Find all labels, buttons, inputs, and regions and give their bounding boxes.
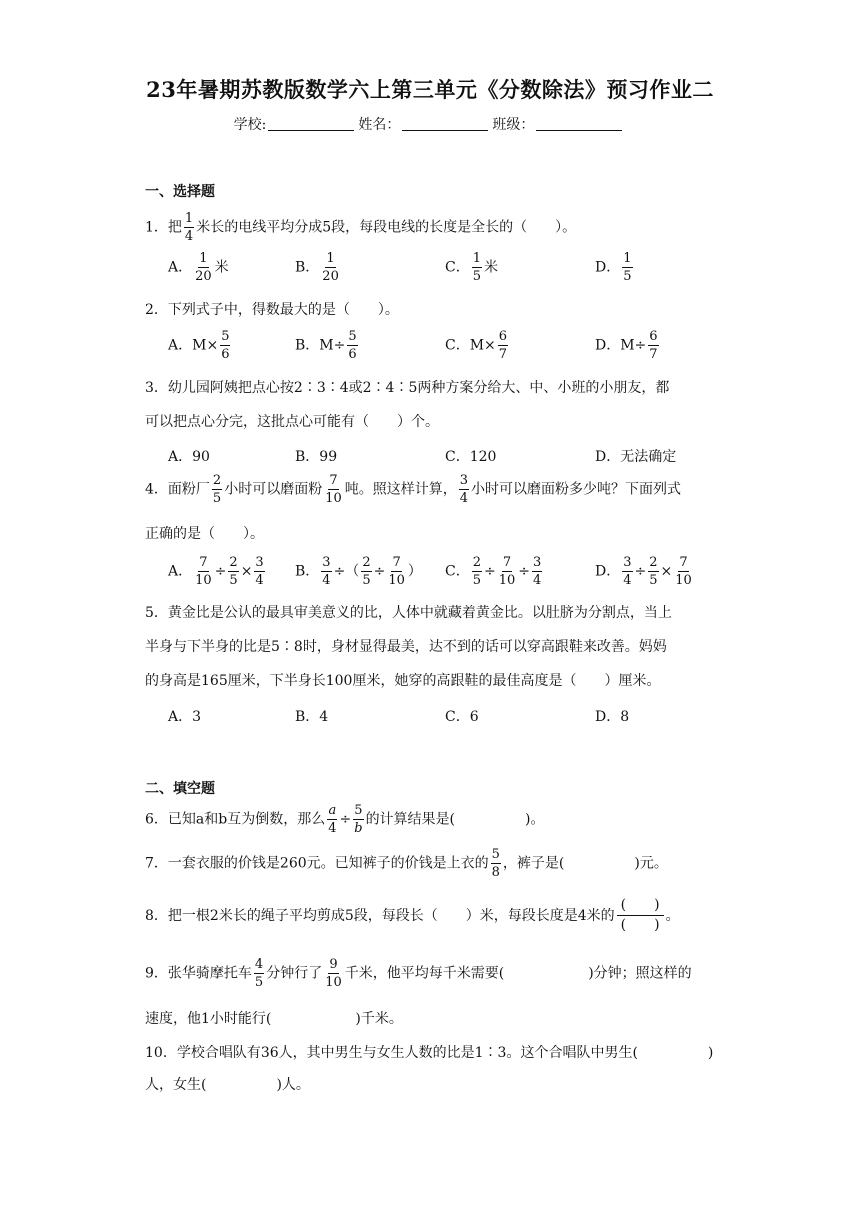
page-title: 23年暑期苏教版数学六上第三单元《分数除法》预习作业二 <box>146 77 714 102</box>
student-info <box>0 114 860 134</box>
q3-option-d[interactable]: D．无法确定 <box>595 449 677 465</box>
question-5-line-3: 的身高是165厘米，下半身长100厘米，她穿的高跟鞋的最佳高度是（ ）厘米。 <box>145 673 661 689</box>
question-5-line-2: 半身与下半身的比是5∶8时，身材显得最美，达不到的话可以穿高跟鞋来改善。妈妈 <box>145 639 667 655</box>
fraction: $\frac{5}{b}$ <box>354 803 363 836</box>
class-blank[interactable] <box>536 116 622 131</box>
fraction: $\frac{4}{5}$ <box>254 957 264 990</box>
section-heading-choice: 一、选择题 <box>145 184 215 200</box>
q4-option-a[interactable]: A． $\frac{7}{10}$ ÷ $\frac{2}{5}$ × $\frac{3}{4}$ <box>168 555 264 588</box>
q2-option-c[interactable]: C．M× $\frac{6}{7}$ <box>445 329 508 362</box>
class-label: 班级： <box>492 117 535 133</box>
fraction: $\frac{1}{4}$ <box>184 211 194 244</box>
q1-option-b[interactable]: B． $\frac{1}{20}$ <box>295 251 339 284</box>
q4-option-b[interactable]: B． $\frac{3}{4}$ ÷（ $\frac{2}{5}$ ÷ $\frac{7}{10}$ ） <box>295 555 422 588</box>
question-9-line-1: 9．张华骑摩托车 $\frac{4}{5}$ 分钟行了 $\frac{9}{10}$ 千米，他平均每千米需要( )分钟；照这样的 <box>145 957 692 990</box>
q1-option-a[interactable]: A． $\frac{1}{20}$ 米 <box>168 251 229 284</box>
q3-option-c[interactable]: C．120 <box>445 449 497 465</box>
question-10-line-2: 人，女生( )人。 <box>145 1077 310 1093</box>
question-4-line-2: 正确的是（ ）。 <box>145 526 264 542</box>
q5-option-c[interactable]: C．6 <box>445 709 479 725</box>
question-4-line-1: 4．面粉厂 $\frac{2}{5}$ 小时可以磨面粉 $\frac{7}{10}$ 吨。照这样计算， $\frac{3}{4}$ 小时可以磨面粉多少吨？下面列式 <box>145 473 682 506</box>
question-1 <box>145 212 576 243</box>
q1-text-pre: 1．把 <box>145 219 182 236</box>
fraction: $\frac{a}{4}$ <box>328 803 337 836</box>
q2-option-d[interactable]: D．M÷ $\frac{6}{7}$ <box>595 329 658 362</box>
q2-option-a[interactable]: A．M× $\frac{5}{6}$ <box>168 329 230 362</box>
fraction: $\frac{3}{4}$ <box>459 473 469 506</box>
name-label: 姓名： <box>358 117 401 133</box>
school-label: 学校: <box>233 117 267 133</box>
question-2: 2．下列式子中，得数最大的是（ ）。 <box>145 302 399 318</box>
question-10-line-1: 10．学校合唱队有36人，其中男生与女生人数的比是1∶3。这个合唱队中男生( ) <box>145 1045 714 1061</box>
fraction: $\frac{2}{5}$ <box>212 473 222 506</box>
question-8: 8．把一根2米长的绳子平均剪成5段，每段长（ ）米，每段长度是4米的 ( ) ( ) 。 <box>145 897 680 934</box>
question-9-line-2: 速度，他1小时能行( )千米。 <box>145 1011 403 1027</box>
q3-option-b[interactable]: B．99 <box>295 449 338 465</box>
q1-option-d[interactable]: D． $\frac{1}{5}$ <box>595 251 632 284</box>
section-heading-fill: 二、填空题 <box>145 781 215 797</box>
q1-text-post: 米长的电线平均分成5段，每段电线的长度是全长的（ ）。 <box>196 219 577 236</box>
q5-option-b[interactable]: B．4 <box>295 709 329 725</box>
blank-fraction[interactable]: ( ) ( ) <box>617 898 664 934</box>
school-blank[interactable] <box>268 116 354 131</box>
q4-option-c[interactable]: C． $\frac{2}{5}$ ÷ $\frac{7}{10}$ ÷ $\frac{3}{4}$ <box>445 555 542 588</box>
q4-option-d[interactable]: D． $\frac{3}{4}$ ÷ $\frac{2}{5}$ × $\frac{7}{10}$ <box>595 555 692 588</box>
fraction: $\frac{5}{8}$ <box>491 847 500 880</box>
q1-option-c[interactable]: C． $\frac{1}{5}$ 米 <box>445 251 498 284</box>
q5-option-a[interactable]: A．3 <box>168 709 202 725</box>
fraction: $\frac{9}{10}$ <box>325 957 342 990</box>
question-3-line-2: 可以把点心分完，这批点心可能有（ ）个。 <box>145 414 439 430</box>
question-6: 6．已知a和b互为倒数，那么 $\frac{a}{4}$ ÷ $\frac{5}{b}$ 的计算结果是( )。 <box>145 803 545 836</box>
q3-option-a[interactable]: A．90 <box>168 449 210 465</box>
q2-option-b[interactable]: B．M÷ $\frac{5}{6}$ <box>295 329 357 362</box>
q5-option-d[interactable]: D．8 <box>595 709 630 725</box>
question-5-line-1: 5．黄金比是公认的最具审美意义的比，人体中就藏着黄金比。以肚脐为分割点，当上 <box>145 605 672 621</box>
question-7: 7．一套衣服的价钱是260元。已知裤子的价钱是上衣的 $\frac{5}{8}$ ，裤子是( )元。 <box>145 847 668 880</box>
name-blank[interactable] <box>402 116 488 131</box>
question-3-line-1: 3．幼儿园阿姨把点心按2∶3∶4或2∶4∶5两种方案分给大、中、小班的小朋友，都 <box>145 380 670 396</box>
fraction: $\frac{7}{10}$ <box>325 473 342 506</box>
